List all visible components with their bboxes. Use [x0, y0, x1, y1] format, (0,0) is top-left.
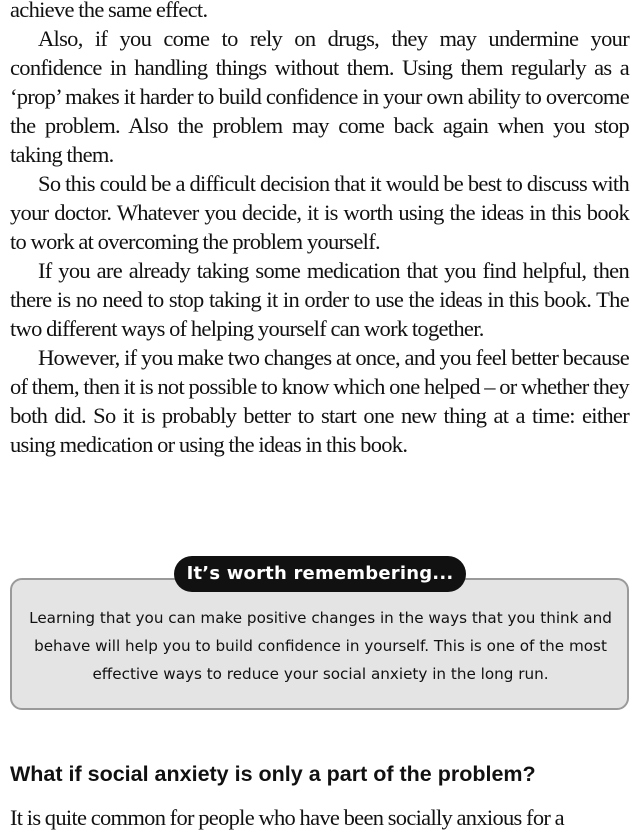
- section-heading: What if social anxiety is only a part of the problem?: [10, 762, 536, 786]
- callout-text: Learning that you can make positive changes in the ways that you think and behave will help you to build confidence in yourself. This is one of the most effective ways to reduce your social anxiety in the long run.: [29, 609, 612, 683]
- section-first-line: It is quite common for people who have been socially anxious for a: [10, 805, 564, 830]
- paragraph-already-taking-medication: If you are already taking some medication that you find helpful, then there is no need to stop taking it in order to use the ideas in this book. The two different ways of helping yourself can work together.: [10, 258, 629, 341]
- paragraph-continuation: achieve the same effect.: [10, 0, 208, 22]
- worth-remembering-callout: [10, 563, 629, 710]
- section-body: [10, 803, 629, 832]
- paragraph-two-changes: However, if you make two changes at once, and you feel better because of them, then it is not possible to know which one helped – or whether they both did. So it is probably better to start one new thing at a time: either using medication or using the ideas in this book.: [10, 345, 629, 457]
- callout-label: It’s worth remembering...: [174, 556, 466, 592]
- body-text: [10, 0, 629, 459]
- paragraph-drugs-confidence: Also, if you come to rely on drugs, they may undermine your confidence in handling things without them. Using them regularly as a ‘prop’ makes it harder to build confidence in your own ability to overcome the problem. Also the problem may come back again when you stop taking them.: [10, 26, 629, 167]
- callout-box: [10, 578, 629, 710]
- paragraph-difficult-decision: So this could be a difficult decision that it would be best to discuss with your doctor. Whatever you decide, it is worth using the ideas in this book to work at overcoming the problem yourself.: [10, 171, 629, 254]
